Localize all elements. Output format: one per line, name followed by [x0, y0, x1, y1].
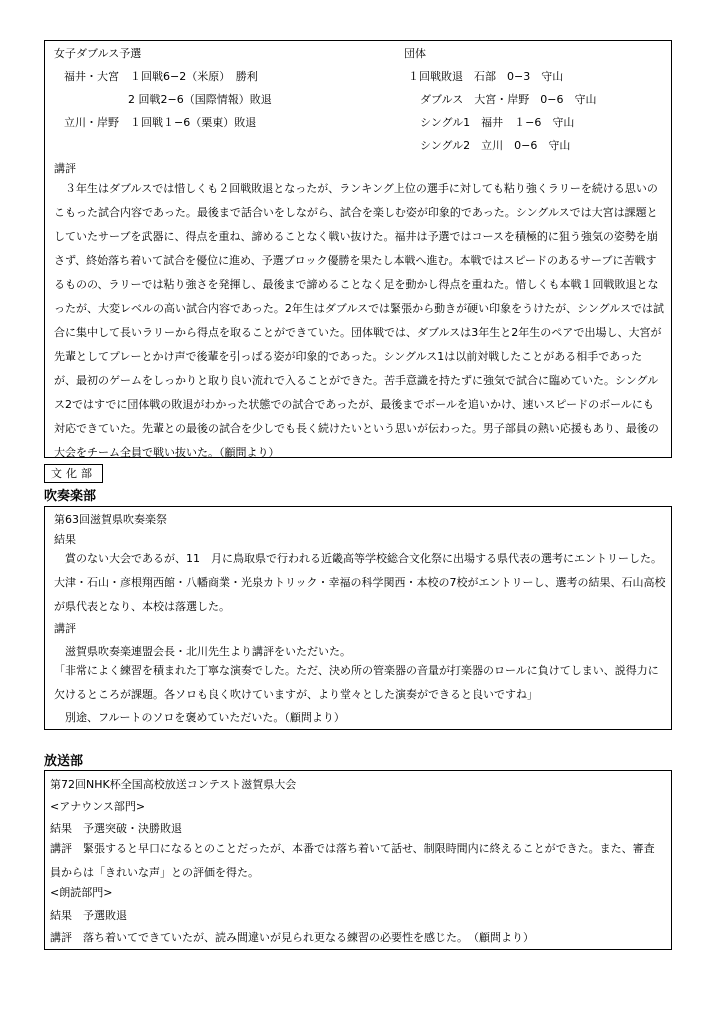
team-title: 団体: [404, 47, 426, 60]
doubles-line-1: 福井・大宮 １回戦6−2（米原） 勝利: [64, 70, 258, 83]
band-result-label: 結果: [54, 533, 76, 546]
broadcast-event: 第72回NHK杯全国高校放送コンテスト滋賀県大会: [50, 778, 297, 791]
band-review-extra: 別途、フルートのソロを褒めていただいた。（顧問より）: [54, 711, 345, 724]
tennis-review-text: ３年生はダブルスでは惜しくも２回戦敗退となったが、ランキング上位の選手に対しても粘り強くラリーを続ける思いのこもった試合内容であった。最後まで話合いをしながら、試合を楽しむ姿が印象的であった。シングルスでは大宮は課題としていたサーブを武器に、得点を重ね、諦めることなく戦い抜けた。福井は予選ではコースを積極的に狙う強気の姿勢を崩さず、終始落ち着いて試合を優位に進め、予選ブロック優勝を果たし本戦へ進む。本戦ではスピードのあるサーブに苦戦するものの、ラリーでは粘り強さを発揮し、最後まで諦めることなく足を動かし得点を重ねた。惜しくも本戦１回戦敗退となったが、大変レベルの高い試合内容であった。2年生はダブルスでは緊張から動きが硬い印象をうけたが、シングルスでは試合に集中して長いラリーから得点を取ることができていた。団体戦では、ダブルスは3年生と2年生のペアで出場し、大宮が先輩としてプレーとかけ声で後輩を引っぱる姿が印象的であった。シングルス1は以前対戦したことがある相手であったが、最初のゲームをしっかりと取り良い流れで入ることができた。苦手意識を持たずに強気で試合に臨めていた。シングルス2ではすでに団体戦の敗退がわかった状態での試合であったが、最後までボールを追いかけ、速いスピードのボールにも対応できていた。先輩との最後の試合を少しでも長く続けたいという思いが伝わった。男子部員の熱い応援もあり、最後の大会をチーム全員で戦い抜いた。（顧問より）: [54, 182, 664, 459]
announce-division: <アナウンス部門>: [50, 800, 146, 813]
announce-review: 講評 緊張すると早口になるとのことだったが、本番では落ち着いて話せ、制限時間内に終えることができた。また、審査員からは「きれいな声」との評価を得た。: [50, 842, 655, 879]
reading-division: <朗読部門>: [50, 886, 113, 899]
band-review-quote: 「非常によく練習を積まれた丁寧な演奏でした。ただ、決め所の管楽器の音量が打楽器のロールに負けてしまい、説得力に欠けるところが課題。各ソロも良く吹けていますが、より堂々とした演奏ができると良いですね」: [54, 664, 659, 701]
doubles-title: 女子ダブルス予選: [54, 47, 142, 60]
band-review-intro: 滋賀県吹奏楽連盟会長・北川先生より講評をいただいた。: [54, 645, 351, 658]
band-event: 第63回滋賀県吹奏楽祭: [54, 513, 167, 526]
team-line-2: ダブルス 大宮・岸野 0−6 守山: [420, 93, 597, 106]
team-line-3: シングル1 福井 １−6 守山: [420, 116, 575, 129]
announce-result: 結果 予選突破・決勝敗退: [50, 822, 182, 835]
band-review-label: 講評: [54, 622, 76, 635]
team-line-4: シングル2 立川 0−6 守山: [420, 139, 571, 152]
reading-review: 講評 落ち着いてできていたが、読み間違いが見られ更なる練習の必要性を感じた。 （顧問より）: [50, 931, 534, 944]
culture-section-tag: 文化部: [44, 464, 103, 483]
band-heading: 吹奏楽部: [44, 489, 97, 504]
team-line-1: １回戦敗退 石部 0−3 守山: [408, 70, 564, 83]
band-result-text: 賞のない大会であるが、11 月に鳥取県で行われる近畿高等学校総合文化祭に出場する県代表の選考にエントリーした。大津・石山・彦根翔西館・八幡商業・光泉カトリック・幸福の科学関西・本校の7校がエントリーし、選考の結果、石山高校が県代表となり、本校は落選した。: [54, 552, 666, 613]
broadcast-heading: 放送部: [44, 754, 84, 769]
tennis-review-label: 講評: [54, 162, 76, 175]
reading-result: 結果 予選敗退: [50, 909, 127, 922]
doubles-line-3: 立川・岸野 １回戦１−6（栗東）敗退: [64, 116, 257, 129]
doubles-line-2: 2 回戦2−6（国際情報）敗退: [128, 93, 272, 106]
